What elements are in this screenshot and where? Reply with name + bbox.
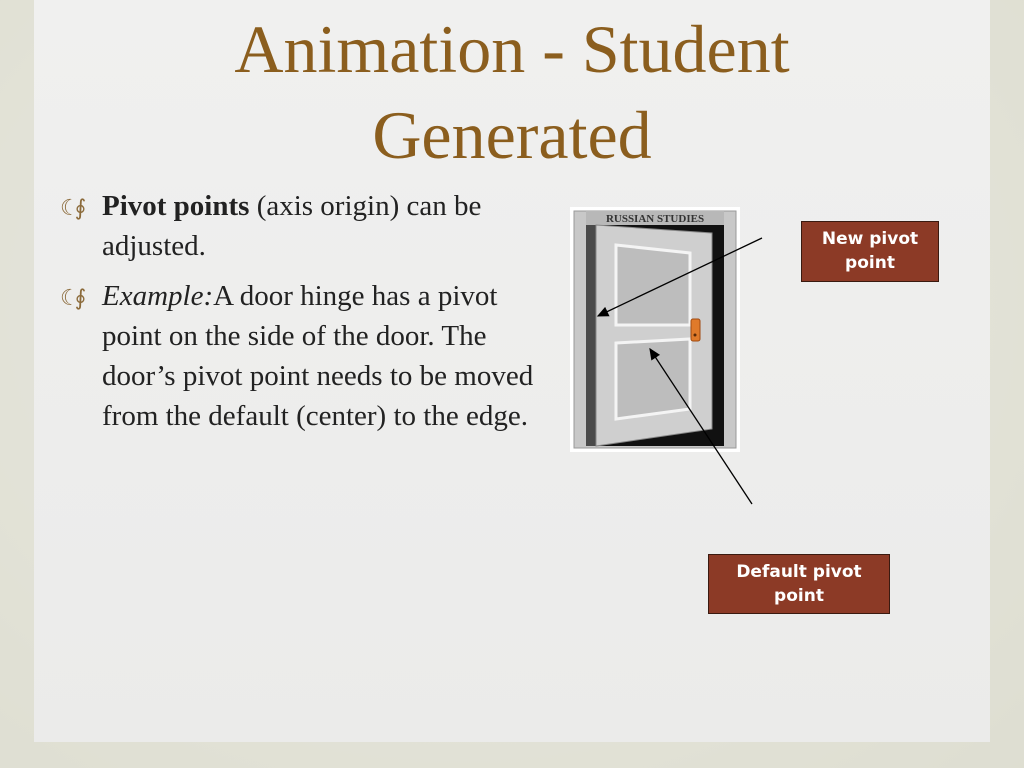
new-pivot-point-label: New pivot point xyxy=(801,221,939,282)
slide-title xyxy=(0,6,1024,178)
bullet-text: (axis origin) can be adjusted. xyxy=(102,190,482,262)
bullet-item-example xyxy=(60,276,550,436)
bullet-lead-italic: Example: xyxy=(102,280,214,312)
default-pivot-point-label: Default pivot point xyxy=(708,554,890,614)
bullet-list xyxy=(60,186,550,446)
ornament-bullet-icon: ☾∮ xyxy=(60,195,82,220)
bullet-lead-bold: Pivot points xyxy=(102,190,250,222)
title-line-1: Animation - Student xyxy=(234,11,790,87)
bullet-text: A door hinge has a pivot point on the side of the door. The door’s pivot point needs to be moved from the default (center) to the edge. xyxy=(102,280,534,432)
door-illustration xyxy=(570,207,740,452)
bullet-item-pivot-points xyxy=(60,186,550,266)
title-line-2: Generated xyxy=(372,97,652,173)
door-sign-text: RUSSIAN STUDIES xyxy=(605,213,705,225)
ornament-bullet-icon: ☾∮ xyxy=(60,285,82,310)
